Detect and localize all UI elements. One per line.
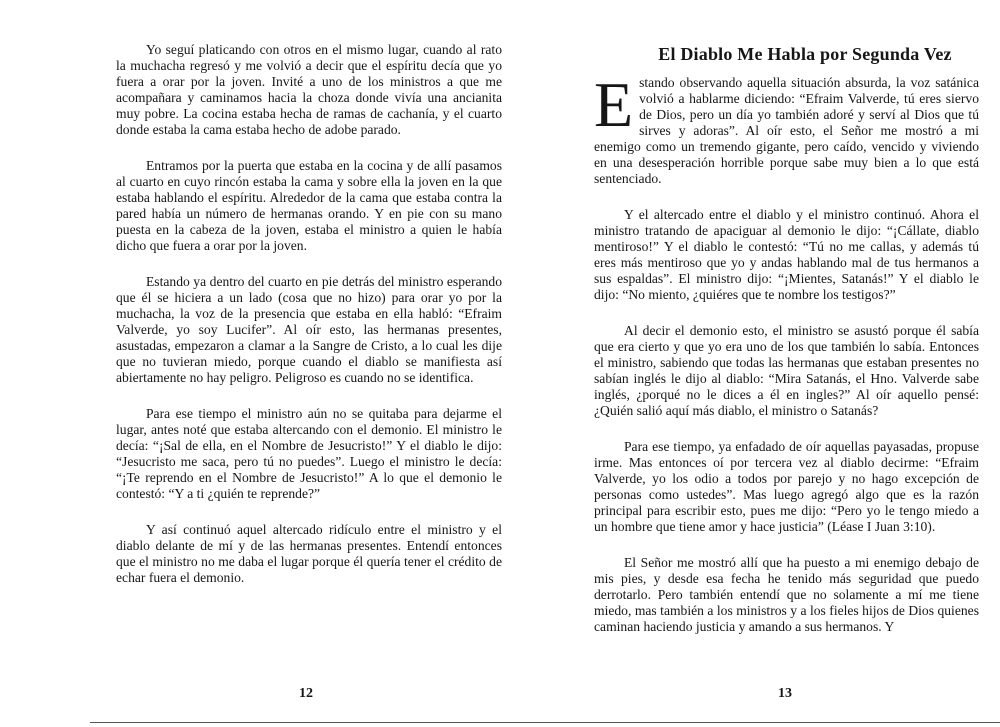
right-page xyxy=(500,0,1000,727)
left-paragraph-1: Yo seguí platicando con otros en el mismo lugar, cuando al rato la muchacha regresó y me volvió a decir que el espíritu decía que yo fuera a orar por la joven. Invité a uno de los ministros a que me acompañara y caminamos hacia la choza donde vivía una ancianita muy pobre. La cocina estaba hecha de ramas de cachanía, y el cuarto donde estaba la cama estaba hecho de adobe parado. xyxy=(116,42,502,137)
chapter-title: El Diablo Me Habla por Segunda Vez xyxy=(658,44,952,64)
left-paragraph-4: Para ese tiempo el ministro aún no se quitaba para dejarme el lugar, antes noté que estaba altercando con el demonio. El ministro le decía: “¡Sal de ella, en el Nombre de Jesucristo!” Y el diablo le dijo: “Jesucristo me saca, pero tú no puedes”. Luego el ministro le decía: “¡Te reprendo en el Nombre de Jesucristo!” A lo que el demonio le contestó: “Y a ti ¿quién te reprende?” xyxy=(116,406,502,501)
left-paragraph-5: Y así continuó aquel altercado ridículo entre el ministro y el diablo delante de mí y de las hermanas presentes. Entendí entonces que el ministro no me daba el lugar porque él quería tener el crédito de echar fuera el demonio. xyxy=(116,522,502,585)
left-paragraph-2: Entramos por la puerta que estaba en la cocina y de allí pasamos al cuarto en cuyo rincón estaba la cama y sobre ella la joven en la que estaba hablando el espíritu. Alrededor de la cama que estaba contra la pared había un número de hermanas orando. Y en pie con su mano puesta en la cabeza de la joven, estaba el ministro a quien le había dicho que fuera a orar por la joven. xyxy=(116,158,502,253)
left-page-number: 12 xyxy=(299,686,313,701)
right-paragraph-4: Para ese tiempo, ya enfadado de oír aquellas payasadas, propuse irme. Mas entonces oí por tercera vez al diablo decirme: “Efraim Valverde, yo los odio a todos por parejo y no hago excepción de personas como ustedes”. Mas luego agregó algo que es la razón principal para escribir esto, pues me dijo: “Pero yo le tengo miedo a un hombre que tiene amor y hace justicia” (Léase I Juan 3:10). xyxy=(594,439,979,534)
right-text-column xyxy=(594,69,979,655)
left-text-column xyxy=(116,42,502,606)
bottom-rule xyxy=(90,722,1000,723)
right-paragraph-1-text: stando observando aquella situación absurda, la voz satánica volvió a hablarme diciendo: “Efraim Valverde, tú eres siervo de Dios, pero un día yo también adoré y serví al Dios que tú sirves y adoras”. Al oír esto, el Señor me mostró a mi enemigo como un tremendo gigante, pero caído, vencido y viviendo en una desesperación horrible porque sabe muy bien a lo que está sentenciado. xyxy=(594,75,979,186)
right-paragraph-2: Y el altercado entre el diablo y el ministro continuó. Ahora el ministro tratando de apaciguar al demonio le dijo: “¡Cállate, diablo mentiroso!” Y el diablo le contestó: “Tú no me callas, y además tú eres más mentiroso que yo y andas hablando mal de tus hermanos a sus espaldas”. El ministro dijo: “¡Mientes, Satanás!” Y el diablo le dijo: “No miento, ¿quiéres que te nombre los testigos?” xyxy=(594,207,979,302)
right-page-number: 13 xyxy=(778,686,792,701)
drop-cap: E xyxy=(594,69,634,140)
right-paragraph-1 xyxy=(594,69,979,187)
left-paragraph-3: Estando ya dentro del cuarto en pie detrás del ministro esperando que él se hiciera a un lado (cosa que no hizo) para orar yo por la muchacha, la voz de la presencia que estaba en ella habló: “Efraim Valverde, yo soy Lucifer”. Al oír esto, las hermanas presentes, asustadas, empezaron a clamar a la Sangre de Cristo, a lo cual les dije que no tuvieran miedo, porque cuando el diablo se manifiesta así abiertamente no hay peligro. Peligroso es cuando no se identifica. xyxy=(116,274,502,385)
right-paragraph-3: Al decir el demonio esto, el ministro se asustó porque él sabía que era cierto y que yo era uno de los que también lo sabía. Entonces el ministro, sabiendo que todas las hermanas que estaban presentes no sabían inglés le dijo al diablo: “Mira Satanás, el Hno. Valverde sabe inglés, ¿porqué no le dices a él en ingles?” Al oír aquello pensé: ¿Quién salió aquí más diablo, el ministro o Satanás? xyxy=(594,323,979,418)
right-paragraph-5: El Señor me mostró allí que ha puesto a mi enemigo debajo de mis pies, y desde esa fecha he tenido más seguridad que puedo derrotarlo. Pero también entendí que no solamente a mí me tiene miedo, mas también a los ministros y a los fieles hijos de Dios quienes caminan haciendo justicia y amando a sus hermanos. Y xyxy=(594,555,979,634)
